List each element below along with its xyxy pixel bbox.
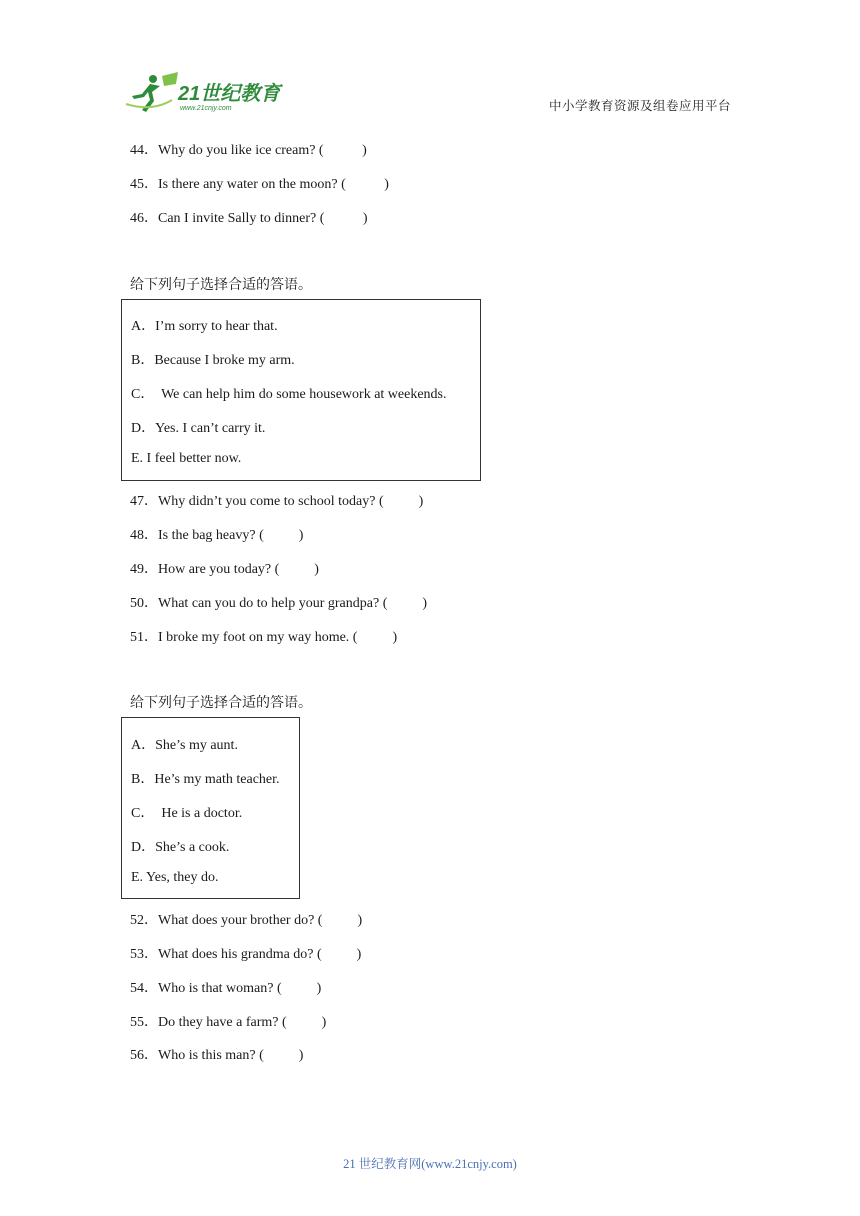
question-54: 54．Who is that woman? ( ) <box>130 981 322 996</box>
question-46: 46．Can I invite Sally to dinner? ( ) <box>130 211 368 226</box>
question-55: 55．Do they have a farm? ( ) <box>130 1015 327 1030</box>
question-50: 50．What can you do to help your grandpa? ( ) <box>130 596 428 611</box>
platform-text: 中小学教育资源及组卷应用平台 <box>549 98 732 113</box>
logo-url-text: www.21cnjy.com <box>180 105 232 112</box>
question-49: 49．How are you today? ( ) <box>130 562 319 577</box>
option-a: A．I’m sorry to hear that. <box>131 319 278 334</box>
question-48: 48．Is the bag heavy? ( ) <box>130 528 304 543</box>
option-a: A．She’s my aunt. <box>131 738 238 753</box>
question-45: 45．Is there any water on the moon? ( ) <box>130 177 389 192</box>
section3-options-box <box>121 717 300 899</box>
option-e: E. Yes, they do. <box>131 870 219 885</box>
question-53: 53．What does his grandma do? ( ) <box>130 947 362 962</box>
option-b: B．He’s my math teacher. <box>131 772 280 787</box>
option-d: D．Yes. I can’t carry it. <box>131 421 266 436</box>
question-44: 44．Why do you like ice cream? ( ) <box>130 143 367 158</box>
option-e: E. I feel better now. <box>131 451 242 466</box>
section3-instruction: 给下列句子选择合适的答语。 <box>130 695 312 711</box>
option-b: B．Because I broke my arm. <box>131 353 295 368</box>
question-52: 52．What does your brother do? ( ) <box>130 913 363 928</box>
option-c: C． We can help him do some housework at weekends. <box>131 387 447 402</box>
section2-options-box <box>121 299 481 481</box>
option-d: D．She’s a cook. <box>131 840 230 855</box>
question-51: 51．I broke my foot on my way home. ( ) <box>130 630 398 645</box>
question-56: 56．Who is this man? ( ) <box>130 1048 304 1063</box>
section2-instruction: 给下列句子选择合适的答语。 <box>130 277 312 293</box>
logo-text: 21世纪教育 <box>178 83 281 105</box>
option-c: C． He is a doctor. <box>131 806 243 821</box>
question-47: 47．Why didn’t you come to school today? ( ) <box>130 494 424 509</box>
logo <box>122 70 292 114</box>
footer-link[interactable]: 21 世纪教育网(www.21cnjy.com) <box>343 1157 517 1171</box>
runner-logo-icon <box>122 70 292 114</box>
